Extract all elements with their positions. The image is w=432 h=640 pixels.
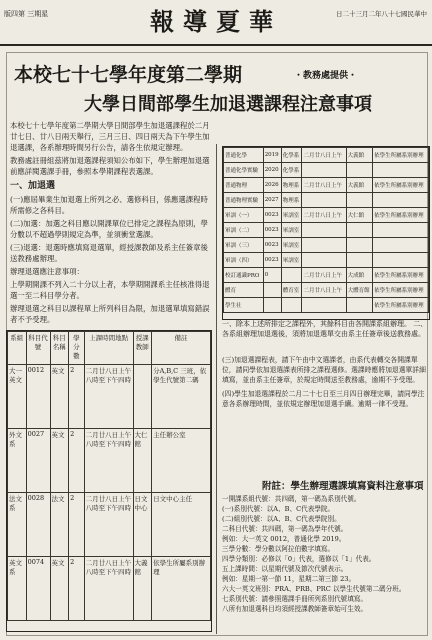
column-header: 科目代號 — [26, 332, 50, 365]
table-cell — [281, 268, 302, 283]
table-cell — [373, 163, 429, 178]
table-cell: 2 — [69, 493, 85, 557]
table-cell: 英文 — [50, 429, 69, 493]
table-cell: 2027 — [263, 193, 281, 208]
left-course-table — [6, 330, 212, 632]
table-cell: 英文系 — [8, 557, 27, 621]
table-cell: 二月廿八日上午 — [302, 178, 346, 193]
article-title-line2: 大學日間部學生加退選課程注意事項 — [84, 94, 372, 115]
table-row — [224, 283, 429, 298]
format-line: 三學分數：學分數以阿拉伯數字填寫。 — [222, 545, 335, 553]
table-cell — [302, 193, 346, 208]
table-cell: 日文中心主任 — [152, 493, 211, 557]
table-row — [224, 268, 429, 283]
table-cell: 英文 — [50, 365, 69, 429]
table-cell: 大體育館 — [346, 283, 373, 298]
masthead-title: 報導夏華 — [150, 7, 282, 36]
table-cell: 大仁館 — [346, 208, 373, 223]
table-cell: 軍訓室 — [281, 238, 302, 253]
table-cell: 0023 — [263, 238, 281, 253]
table-cell: 大義館 — [133, 557, 152, 621]
table-cell: 化學系 — [281, 148, 302, 163]
format-line: (一)系別代號：以A、B、C代表學院。 — [222, 505, 335, 513]
table-cell: 0023 — [263, 253, 281, 268]
right-notes — [222, 355, 428, 413]
newspaper-header — [0, 0, 432, 46]
table-cell: 二月廿八日上午 — [302, 283, 346, 298]
table-cell: 物理系 — [281, 193, 302, 208]
table-cell — [346, 298, 373, 313]
table-row — [224, 253, 429, 268]
format-line: 八所有加退選科目均須經授課教師簽章始可生效。 — [222, 605, 368, 613]
table-row — [8, 557, 211, 621]
table-cell: 2 — [69, 365, 85, 429]
format-line: 五上課時間：以星期代號及節次代號表示。 — [222, 565, 348, 573]
section-item: 辦理退選之科目以課程單上所列科目為限，加退選單填寫錯誤者不予受理。 — [10, 304, 210, 324]
column-header: 備註 — [152, 332, 211, 365]
table-cell: 2 — [69, 557, 85, 621]
page-number-label: 版四第 三期星 — [4, 10, 49, 18]
article-title-line1: 本校七十七學年度第二學期 — [14, 64, 243, 86]
format-line: 一開課系組代號：共四碼，第一碼為系別代號。 — [222, 495, 361, 503]
table-cell: 二月廿八日上午 — [302, 148, 346, 163]
table-cell: 分A,B,C 三班，依學生代號第二碼 — [152, 365, 211, 429]
table-cell: 軍訓（一） — [224, 208, 264, 223]
format-line: 六大一英文班別：PRA、PRB、PRC 以學生代號第二碼分班。 — [222, 585, 406, 593]
table-body — [224, 148, 429, 313]
section-item: (三)退選：退選時應填寫退選單，經授課教師及系主任簽章後送教務處辦理。 — [10, 243, 208, 263]
table-cell: 軍訓（三） — [224, 238, 264, 253]
table-cell: 體育室 — [281, 283, 302, 298]
table-cell: 主任辦公室 — [152, 429, 211, 493]
table-cell — [281, 298, 302, 313]
table-cell: 2 — [69, 429, 85, 493]
table-row — [224, 238, 429, 253]
column-header: 科目名稱 — [50, 332, 69, 365]
left-body-column — [10, 120, 214, 326]
table-cell — [373, 223, 429, 238]
table-cell: 普通化學 — [224, 148, 264, 163]
table-cell — [263, 298, 281, 313]
table-cell: 0027 — [26, 429, 50, 493]
column-header: 上課時間地點 — [84, 332, 133, 365]
format-line: (二)組別代號：以A、B、C代表學院別。 — [222, 515, 341, 523]
format-line: 例如：星期一第一節 11，星期二第三節 23。 — [222, 575, 356, 583]
table-row — [224, 223, 429, 238]
table-cell: 2019 — [263, 148, 281, 163]
format-line: 七系別代號：請參照選課手冊所列系別代號填寫。 — [222, 595, 368, 603]
article-credit: ・教務處提供・ — [294, 71, 358, 81]
table-cell: 0023 — [263, 223, 281, 238]
table-cell: 大成館 — [346, 268, 373, 283]
issue-date: 日二十三月二年八十七國民華中 — [336, 10, 427, 18]
note-paragraph: (三)加退選課程表，請下午由中文選課者，由系代表轉交各開課單位，請同學依加退選課表所排之課程選修。選課時應將加退選單詳細填寫，並由系主任簽章，於規定時間送至教務處，逾期不予受理。 — [222, 356, 426, 384]
table-cell: 校訂通識PRO — [224, 268, 264, 283]
table-cell: 化學系 — [281, 163, 302, 178]
table-cell — [346, 193, 373, 208]
table-cell — [302, 163, 346, 178]
table-row — [224, 193, 429, 208]
table-row — [224, 148, 429, 163]
table-cell: 二月廿八日上午 — [302, 208, 346, 223]
intro-paragraph: 本校七十七學年度第二學期大學日間部學生加退選課程於二月廿七日、廿八日兩天舉行，三月三日、四日兩天為下午學生加退選課，各系辦理時間另行公告，請各生依規定辦理。 — [10, 121, 210, 152]
table-cell: 軍訓室 — [281, 223, 302, 238]
section-heading: 一、加退選 — [10, 181, 56, 191]
table-cell — [302, 298, 346, 313]
table-cell: 0028 — [26, 493, 50, 557]
note-paragraph: (四)學生加退選課程於二月二十七日至三月四日辦理完畢，請同學注意各系辦理時間，並依規定辦理加退選手續。逾期一律不受理。 — [222, 390, 425, 408]
table-cell — [302, 253, 346, 268]
table-cell — [346, 253, 373, 268]
table-row — [8, 493, 211, 557]
column-header: 系組 — [8, 332, 27, 365]
right-rules-text: 一、除本上述所排定之課程外，其餘科目由各開課系組辦理。 二、各系組辦理加退選後，須將加退選單交由系主任簽章後送教務處。 — [222, 320, 428, 338]
format-line: 例如：大一英文 0012，普通化學 2019。 — [222, 535, 346, 543]
table-cell: 普通物理實驗 — [224, 193, 264, 208]
table-row — [224, 298, 429, 313]
table-cell: 軍訓（二） — [224, 223, 264, 238]
table-cell: 2020 — [263, 163, 281, 178]
section-item: 辦理退選應注意事項： — [10, 267, 84, 276]
right-course-table — [222, 146, 430, 320]
table-cell: 大一英文 — [8, 365, 27, 429]
format-lines — [222, 494, 428, 636]
table-cell — [302, 223, 346, 238]
table-cell — [346, 163, 373, 178]
table-cell: 二月廿八日上午 — [302, 268, 346, 283]
table-cell: 依學生所屬系別辦理 — [373, 298, 429, 313]
table-cell: 二月廿八日上午八時至下午四時 — [84, 493, 133, 557]
table-cell — [373, 253, 429, 268]
table-cell: 大義館 — [346, 178, 373, 193]
table-cell: 二月廿八日上午八時至下午四時 — [84, 557, 133, 621]
section-item: (一)應屆畢業生加退選上所列之必、選修科目，係應選課程時所需修之各科目。 — [10, 195, 208, 215]
table-cell — [263, 283, 281, 298]
section-item: 上學期開課不列入二十分以上者，本學期開課系主任核准得退選一至二科目學分者。 — [10, 280, 210, 300]
table-cell — [302, 238, 346, 253]
table-cell: 法文 — [50, 493, 69, 557]
left-sections — [10, 181, 214, 326]
table-cell: 0074 — [26, 557, 50, 621]
table-cell: 體育 — [224, 283, 264, 298]
table-cell — [373, 193, 429, 208]
format-heading: 附註：學生辦理選課填寫資料注意事項 — [262, 481, 424, 492]
table-cell — [346, 223, 373, 238]
table-row — [8, 429, 211, 493]
table-cell: 0 — [263, 268, 281, 283]
table-cell: 大仁館 — [133, 429, 152, 493]
table-cell: 依學生所屬系別辦理 — [373, 148, 429, 163]
table-cell: 軍訓室 — [281, 253, 302, 268]
table-cell: 大義館 — [346, 148, 373, 163]
table-cell: 英文 — [50, 557, 69, 621]
table-row — [224, 208, 429, 223]
table-cell: 依學生所屬系別辦理 — [152, 557, 211, 621]
column-header: 授課教師 — [133, 332, 152, 365]
section-item: (二)加選：加選之科目應以開課單位已排定之課程為原則，學分數以不超過學則規定為準，並須衝堂選課。 — [10, 219, 208, 239]
table-cell: 依學生所屬系別辦理 — [373, 283, 429, 298]
column-divider — [216, 144, 217, 634]
table-body — [8, 365, 211, 621]
table-cell: 軍訓室 — [281, 208, 302, 223]
table-cell: 二月廿八日上午八時至下午四時 — [84, 429, 133, 493]
table-cell — [373, 238, 429, 253]
table-cell: 依學生所屬系別辦理 — [373, 268, 429, 283]
table-cell: 學生社 — [224, 298, 264, 313]
table-cell: 二月廿八日上午八時至下午四時 — [84, 365, 133, 429]
table-cell: 法文系 — [8, 493, 27, 557]
table-cell: 0023 — [263, 208, 281, 223]
table-row — [8, 365, 211, 429]
format-line: 二科目代號：共四碼，第一碼為學年代號。 — [222, 525, 348, 533]
table-cell: 外文系 — [8, 429, 27, 493]
column-header: 學分數 — [69, 332, 85, 365]
table-row — [224, 163, 429, 178]
table-cell: 物理系 — [281, 178, 302, 193]
table-header-row — [8, 332, 211, 365]
table-cell — [133, 365, 152, 429]
intro-paragraph: 教務處註冊組茲將加退選課程須知公布如下，學生辦理加退選前應詳閱選課手冊，參照本學期課程表選課。 — [10, 156, 210, 176]
table-cell: 0012 — [26, 365, 50, 429]
table-cell: 2026 — [263, 178, 281, 193]
table-cell — [346, 238, 373, 253]
table-row — [224, 178, 429, 193]
table-cell: 日文中心 — [133, 493, 152, 557]
table-cell: 依學生所屬系別辦理 — [373, 208, 429, 223]
table-cell: 普通物理 — [224, 178, 264, 193]
format-line: 四學分類別：必修以「0」代表，選修以「1」代表。 — [222, 555, 376, 563]
table-cell: 軍訓（四） — [224, 253, 264, 268]
table-cell: 依學生所屬系別辦理 — [373, 178, 429, 193]
table-cell: 普通化學實驗 — [224, 163, 264, 178]
